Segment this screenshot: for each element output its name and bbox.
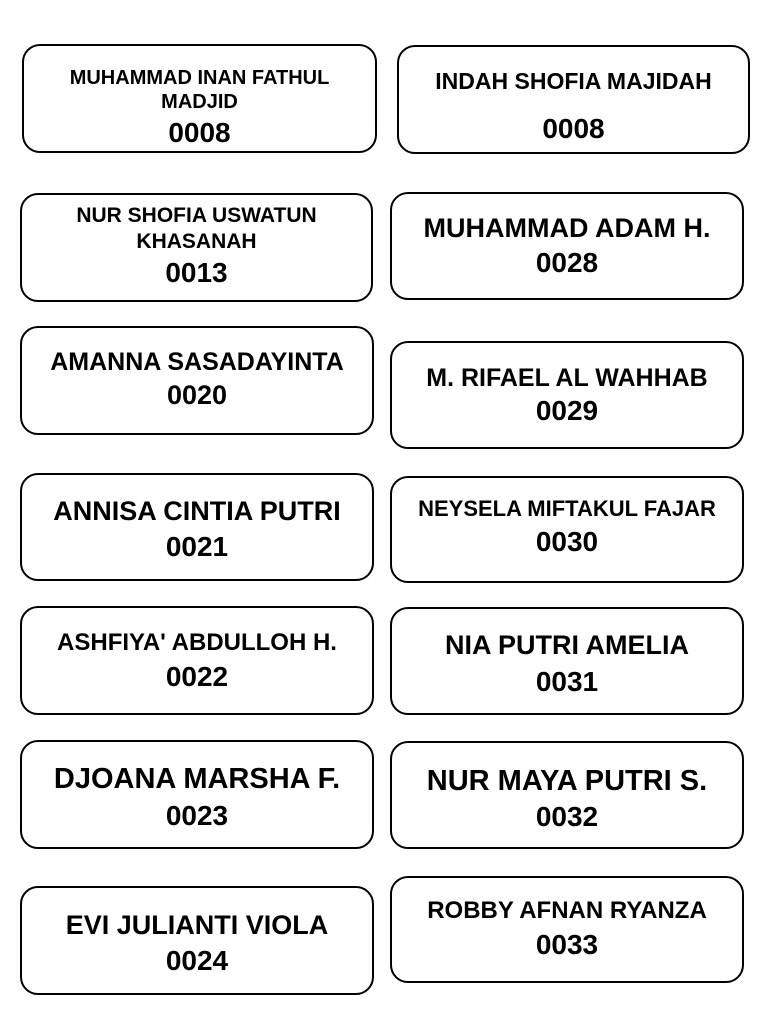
student-name-line: NIA PUTRI AMELIA — [445, 630, 689, 660]
name-label — [390, 607, 744, 715]
name-label — [390, 876, 744, 983]
student-name-line: ROBBY AFNAN RYANZA — [427, 897, 707, 924]
student-name-line: NEYSELA MIFTAKUL FAJAR — [418, 496, 716, 521]
student-number: 0021 — [165, 531, 229, 562]
name-label — [390, 741, 744, 849]
student-number: 0029 — [535, 395, 599, 426]
student-number: 0032 — [535, 801, 599, 832]
student-number: 0013 — [165, 257, 228, 288]
student-number: 0028 — [535, 247, 599, 278]
student-number: 0020 — [166, 380, 228, 410]
student-name-line: AMANNA SASADAYINTA — [50, 348, 344, 376]
name-label — [20, 886, 374, 995]
student-name-line: INDAH SHOFIA MAJIDAH — [435, 68, 712, 94]
student-number: 0008 — [542, 113, 605, 144]
student-number: 0033 — [535, 929, 599, 960]
student-name-line: NUR MAYA PUTRI S. — [426, 765, 708, 797]
student-number: 0023 — [165, 800, 229, 831]
name-label — [22, 44, 377, 153]
student-number: 0031 — [535, 666, 599, 697]
name-label — [20, 740, 374, 849]
student-name-line: ASHFIYA' ABDULLOH H. — [57, 629, 337, 656]
student-name-line: NUR SHOFIA USWATUN — [76, 204, 317, 227]
student-name-line: M. RIFAEL AL WAHHAB — [426, 364, 708, 392]
student-name-line: MADJID — [161, 91, 238, 113]
name-label — [390, 476, 744, 583]
name-label — [20, 473, 374, 581]
name-label — [397, 45, 750, 154]
student-name-line: DJOANA MARSHA F. — [53, 763, 341, 795]
student-name-line: ANNISA CINTIA PUTRI — [53, 496, 341, 526]
student-name-line: KHASANAH — [136, 230, 257, 253]
name-label — [20, 193, 373, 302]
student-number: 0030 — [535, 526, 599, 557]
name-label — [390, 192, 744, 300]
student-name-line: MUHAMMAD ADAM H. — [423, 213, 711, 243]
student-number: 0022 — [165, 661, 229, 692]
student-number: 0008 — [168, 117, 231, 148]
student-number: 0024 — [165, 945, 229, 976]
name-label — [20, 606, 374, 715]
student-name-line: EVI JULIANTI VIOLA — [65, 910, 329, 940]
student-name-line: MUHAMMAD INAN FATHUL — [69, 67, 330, 89]
name-label — [20, 326, 374, 435]
name-label — [390, 341, 744, 449]
